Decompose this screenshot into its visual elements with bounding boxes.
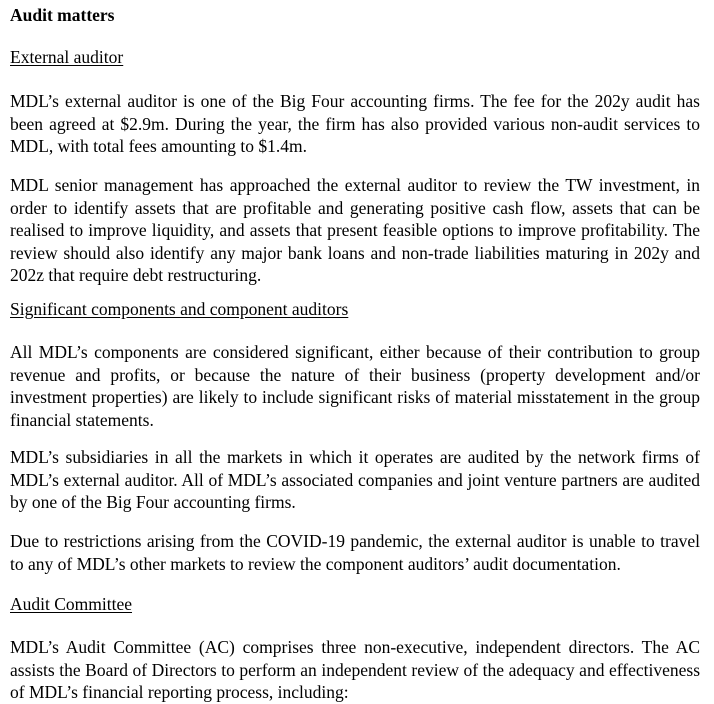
paragraph-audit-committee: MDL’s Audit Committee (AC) comprises three non-executive, independent directors. The AC assists the Board of Directors to perform an independent review of the adequacy and effectiveness of MDL’s financial reporting process, including:	[10, 637, 700, 702]
section-heading-audit-committee: Audit Committee	[10, 594, 133, 614]
paragraph-components-significant: All MDL’s components are considered significant, either because of their contribution to group revenue and profits, or because the nature of their business (property development and/or investment properties) are likely to include significant risks of material misstatement in the group financial statements.	[10, 342, 700, 430]
paragraph-subsidiaries-audited: MDL’s subsidiaries in all the markets in which it operates are audited by the network firms of MDL’s external auditor. All of MDL’s associated companies and joint venture partners are audited by one of the Big Four accounting firms.	[10, 447, 700, 512]
paragraph-covid-restrictions: Due to restrictions arising from the COVID-19 pandemic, the external auditor is unable to travel to any of MDL’s other markets to review the component auditors’ audit documentation.	[10, 531, 700, 574]
document-title: Audit matters	[10, 5, 115, 25]
section-heading-external-auditor: External auditor	[10, 47, 124, 67]
section-heading-significant-components: Significant components and component auditors	[10, 299, 349, 319]
paragraph-external-auditor-fees: MDL’s external auditor is one of the Big Four accounting firms. The fee for the 202y audit has been agreed at $2.9m. During the year, the firm has also provided various non-audit services to MDL, with total fees amounting to $1.4m.	[10, 91, 700, 156]
paragraph-tw-investment-review: MDL senior management has approached the external auditor to review the TW investment, in order to identify assets that are profitable and generating positive cash flow, assets that can be realised to improve liquidity, and assets that present feasible options to improve profitability. The review should also identify any major bank loans and non-trade liabilities maturing in 202y and 202z that require debt restructuring.	[10, 175, 700, 285]
